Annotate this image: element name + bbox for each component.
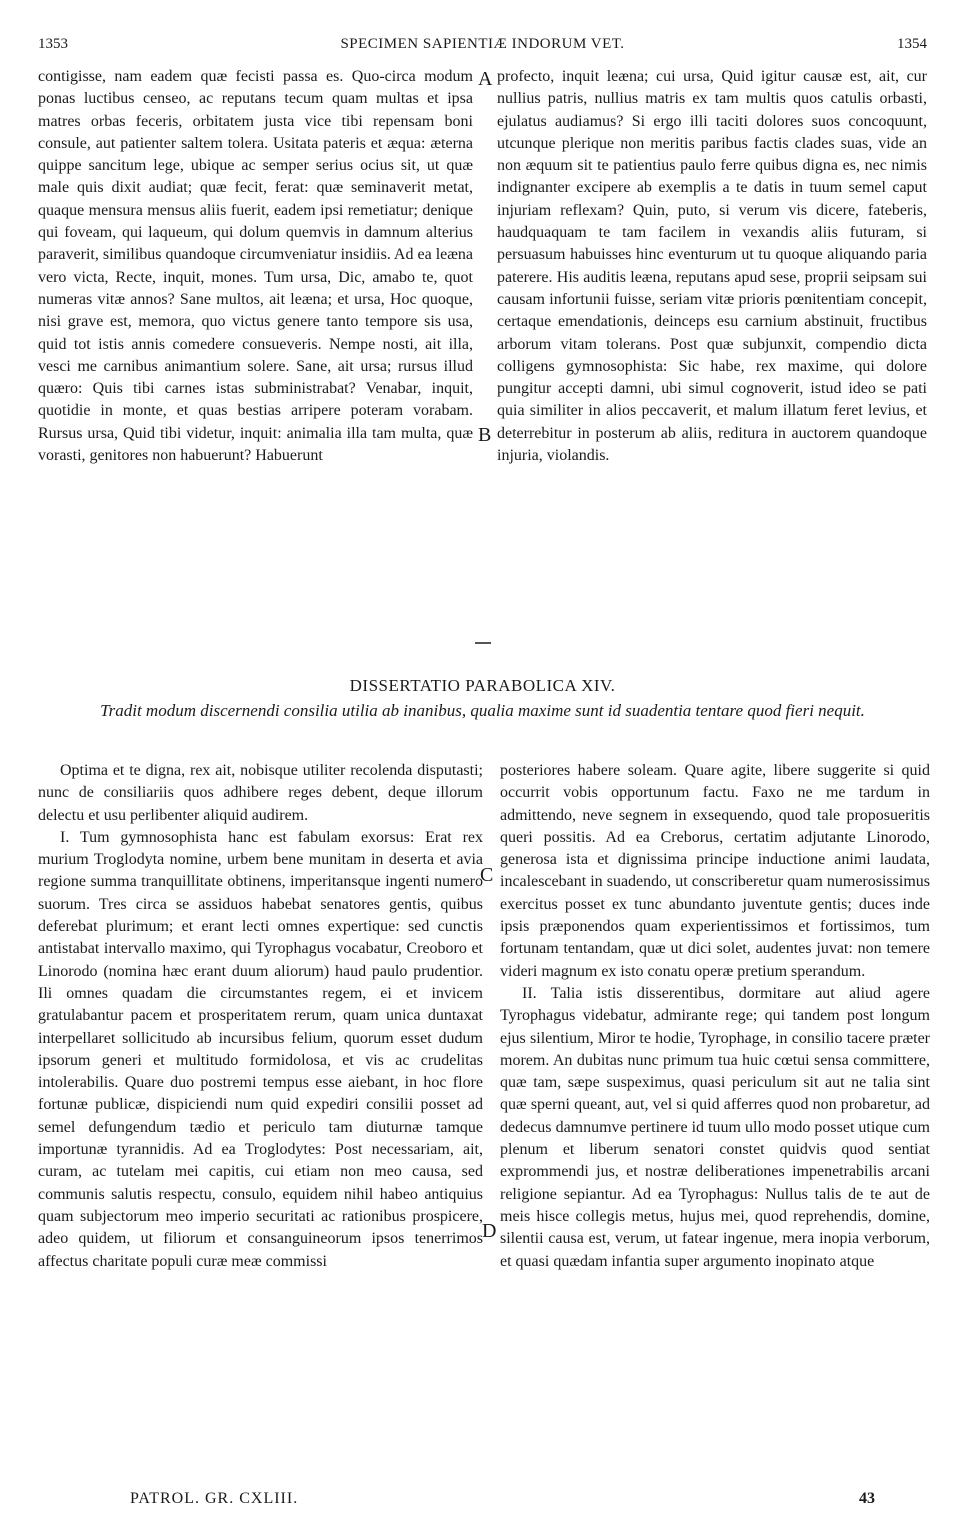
- left-page-number: 1353: [38, 36, 68, 52]
- top-left-paragraph: contigisse, nam eadem quæ fecisti passa es. Quo-circa modum ponas luctibus censeo, ac reputans tecum quam multas et ipsa matres orbas feceris, orbitatem justa vice tibi repensam boni consule, aut patienter saltem tolera. Usitata pateris et æqua: æterna quippe sancitum lege, ubique ac semper serius ocius sit, ut quæ male quis dixit audiat; quæ fecit, ferat: quæ seminaverit metat, quaque mensura mensus aliis fuerit, eadem ipsi remetiatur; denique qui foveam, qui laqueum, qui dolum quemvis in damnum alterius paraverit, similibus quandoque circumveniatur insidiis. Ad ea leæna vero victa, Recte, inquit, mones. Tum ursa, Dic, amabo te, quot numeras vitæ annos? Sane multos, ait leæna; et ursa, Hoc quoque, nisi grave est, memora, quo victus genere tanto tempore sis usa, quid tot istis annis comedere consueveris. Nempe nosti, ait illa, vesci me carnibus animantium solere. Sane, ait ursa; rursus illud quæro: Quis tibi carnes istas subministrabat? Venabar, inquit, quotidie in monte, et quas bestias arripere poteram vorabam. Rursus ursa, Quid tibi videtur, inquit: animalia illa tam multa, quæ vorasti, genitores non habuerunt? Habuerunt: [38, 68, 474, 465]
- bottom-left-paragraph-1: Optima et te digna, rex ait, nobisque utiliter recolenda disputasti; nunc de consiliariis quos adhibere reges debent, deque illorum delectu et usu perlibenter aliquid audirem.: [38, 762, 483, 824]
- margin-marker-c: C: [480, 864, 494, 886]
- bottom-right-paragraph-1: posteriores habere soleam. Quare agite, libere suggerite si quid occurrit vobis opportunum factu. Faxo ne me tardum in admittendo, neve segnem in exsequendo, quod tale proposueritis queri possitis. Ad ea Creborus, certatim adjutante Linorodo, generosa ista et dignissima principe inductione animi laudata, incalescebant in suadendo, ut conscriberetur quam numerosissimus exercitus posset ex tunc abundanto juventute gentis; duces inde ipsis præponendos quam experientissimos et fortissimos, tum fortunam tentandam, quæ ut dici solet, audentes juvat: non temere videri magnum ex isto conatu operæ pretium sperandum.: [500, 762, 930, 980]
- margin-marker-d: D: [482, 1220, 497, 1242]
- footer-volume: PATROL. GR. CXLIII.: [130, 1490, 299, 1507]
- dissertatio-subtitle: Tradit modum discernendi consilia utilia ab inanibus, qualia maxime sunt id suadentia tentare quod fieri nequit.: [100, 701, 865, 720]
- section-divider: [475, 642, 491, 644]
- right-page-number: 1354: [897, 36, 927, 52]
- footer-page-number: 43: [859, 1490, 875, 1507]
- top-left-column: [38, 66, 473, 467]
- dissertatio-title: DISSERTATIO PARABOLICA XIV.: [349, 676, 616, 695]
- bottom-left-column: [38, 760, 483, 1273]
- top-right-column: [497, 66, 927, 467]
- running-title: SPECIMEN SAPIENTIÆ INDORUM VET.: [340, 36, 625, 52]
- page-footer: [38, 1490, 927, 1512]
- bottom-right-column: [500, 760, 930, 1273]
- bottom-right-paragraph-2: II. Talia istis disserentibus, dormitare aut aliud agere Tyrophagus videbatur, admirante rege; qui tandem post longum ejus silentium, Miror te hodie, Tyrophage, in consilio tacere præter morem. An dubitas nunc primum tua huic cœtui sensa committere, quæ tam, sæpe suspeximus, quasi periculum sit aut ne talia sint quæ sperni queant, aut, vel si quid afferres quod non probaretur, ad dedecus damnumve pertinere id tuum ullo modo posset utique cum plenum et liberum senatori constet quidvis quod sentiat exprommendi jus, et nostræ deliberationes impenetrabilis arcani religione sepiantur. Ad ea Tyrophagus: Nullus talis de te aut de meis hisce collegis metus, hujus mei, quod reprehendis, domine, silentii causa est, verum, ut fatear ingenue, mera inopia verborum, et quasi quædam infantia super argumento inopinato atque: [500, 984, 930, 1270]
- bottom-left-paragraph-2: I. Tum gymnosophista hanc est fabulam exorsus: Erat rex murium Troglodyta nomine, urbem bene munitam in deserta et avia regione summa tranquillitate obtinens, imperitansque ingenti numero suorum. Tres circa se assiduos habebat senatores gentis, quibus deferebat plurimum; et erant lecti omnes expertique: sed cunctis antistabat intervallo maximo, qui Tyrophagus vocabatur, Creoboro et Linorodo (nomina hæc erant duum aliorum) haud paulo prudentior. Ili omnes quadam die circumstantes regem, ei et invicem gratulabantur pacem et prosperitatem rerum, quam unica duntaxat interpellaret sollicitudo ab incursibus felium, quorum esset dudum ipsorum generi et multitudo formidolosa, et vis ac crudelitas intolerabilis. Quare duo postremi tempus esse aiebant, in hoc flore fortunæ publicæ, dispiciendi num quid expediri consilii posset ad semel defungendum tædio et periculo tam diuturnæ tamque importunæ tyrannidis. Ad ea Troglodytes: Post necessariam, ait, curam, ac tutelam mei capitis, cui etiam non meo causa, sed communis salutis respectu, consulo, equidem nihil habeo antiquius quam subjectorum meo imperio securitati ac rationibus prospicere, adeo quidem, ut filiorum et consanguineorum ipsos tenerrimos affectus charitate populi curæ meæ commissi: [38, 828, 483, 1270]
- margin-marker-b: B: [478, 424, 492, 446]
- top-right-paragraph: profecto, inquit leæna; cui ursa, Quid igitur causæ est, ait, cur nullius patris, nullius matris ex tam multis quos catulis orbasti, ejulatus audiamus? Si ergo illi taciti dolores suos concoquunt, utcunque plerique non meritis paribus factis clades suas, vide an non æquum sit te patientius paulo ferre quibus digna es, nec nimis indignanter excipere ab exemplis a te datis in tuum semel caput injuriam reflexam? Quin, puto, si verum vis dicere, fateberis, haudquaquam te tam facilem in vexandis aliis futuram, si persuasum habuisses hinc eventurum ut tu quoque aliquando paria paterere. His auditis leæna, reputans apud sese, proprii seipsam sui causam infortunii fuisse, seriam vitæ prioris pœnitentiam concepit, certaque emendationis, deinceps esu carnium abstinuit, fructibus arborum vitam tolerans. Post quæ subjunxit, compendio dicta colligens gymnosophista: Sic habe, rex maxime, qui dolore pungitur accepti damni, ubi simul cognoverit, istud ideo se pati quia similiter in alios peccaverit, et malum illatum feret levius, et deterrebitur in posterum ab aliis, reditura in auctorem quandoque injuria, violandis.: [497, 68, 927, 465]
- running-header: [38, 36, 927, 58]
- margin-marker-a: A: [478, 68, 493, 90]
